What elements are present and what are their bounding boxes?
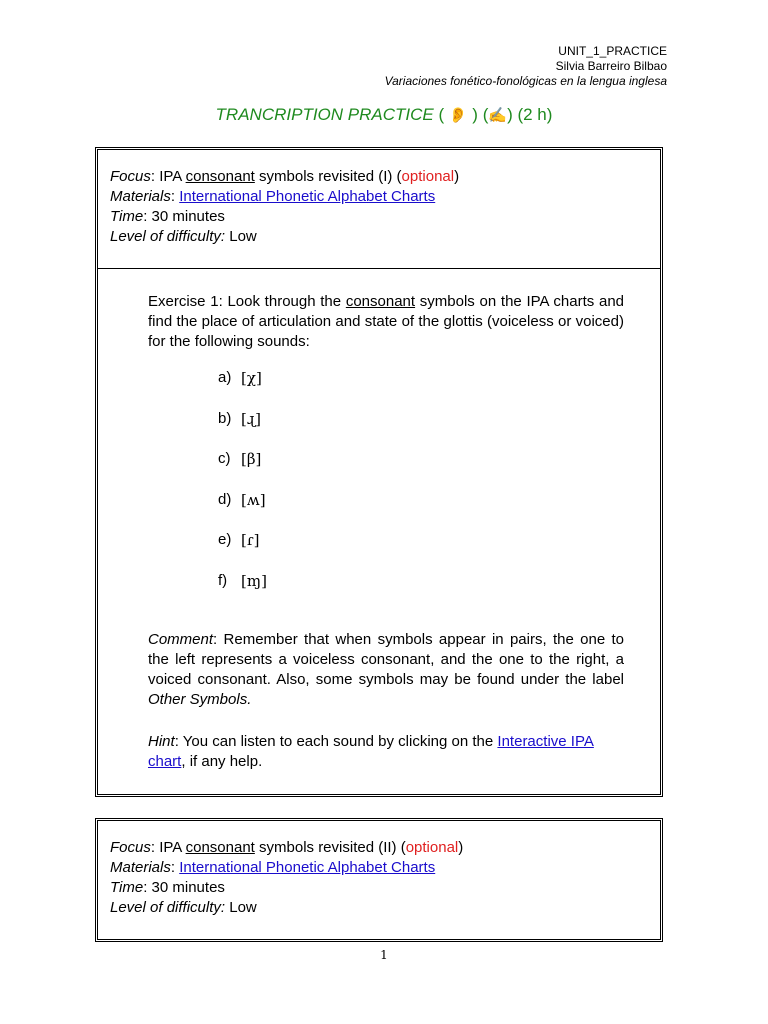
interactive-ipa-chart-link[interactable]: Interactive IPA chart: [148, 733, 594, 770]
sound-list: [218, 369, 267, 612]
ipa-symbol: [ɾ]: [241, 531, 260, 549]
difficulty-line: Level of difficulty: Low: [110, 899, 257, 916]
ipa-symbol: [χ]: [241, 369, 262, 387]
page-title: TRANCRIPTION PRACTICE ( 👂 ) (✍) (2 h): [215, 105, 553, 124]
ipa-charts-link[interactable]: International Phonetic Alphabet Charts: [179, 188, 436, 205]
author-name: Silvia Barreiro Bilbao: [555, 59, 667, 73]
pen-icon: ✍: [488, 107, 508, 124]
exercise-instructions: Exercise 1: Look through the consonant symbols on the IPA charts and find the place of articulation and state of the glottis (voiceless or voiced) for the following sounds:: [148, 293, 624, 350]
ear-icon: 👂: [448, 107, 468, 124]
focus-line: Focus: IPA consonant symbols revisited (I) (optional): [110, 168, 460, 185]
page-number: 1: [380, 948, 388, 962]
materials-line: Materials: International Phonetic Alphabet Charts: [110, 859, 436, 876]
ipa-symbol: [β]: [241, 450, 262, 468]
course-name: Variaciones fonético-fonológicas en la lengua inglesa: [384, 74, 667, 88]
exercise-box-1: [95, 147, 663, 797]
title-duration: (2 h): [517, 105, 553, 124]
unit-label: UNIT_1_PRACTICE: [558, 44, 667, 58]
list-item: b) [ɻ]: [218, 410, 267, 451]
optional-tag: optional: [405, 839, 459, 856]
exercise-box-2: [95, 818, 663, 942]
time-line: Time: 30 minutes: [110, 879, 225, 896]
list-item: a) [χ]: [218, 369, 267, 410]
comment-paragraph: Comment: Remember that when symbols appear in pairs, the one to the left represents a voiceless consonant, and the one to the right, a voiced consonant. Also, some symbols may be found under the label Other Symbols.: [148, 631, 624, 708]
activity-info-2: [98, 821, 660, 918]
focus-line: Focus: IPA consonant symbols revisited (II) (optional): [110, 839, 464, 856]
ipa-symbol: [ɱ]: [241, 571, 267, 590]
title-text: TRANCRIPTION PRACTICE: [215, 105, 434, 124]
ipa-symbol: [ʍ]: [241, 490, 266, 509]
optional-tag: optional: [401, 168, 455, 185]
ipa-charts-link[interactable]: International Phonetic Alphabet Charts: [179, 859, 436, 876]
list-item: f) [ɱ]: [218, 572, 267, 613]
list-item: e) [ɾ]: [218, 531, 267, 572]
list-item: c) [β]: [218, 450, 267, 491]
hint-paragraph: Hint: You can listen to each sound by clicking on the Interactive IPA chart, if any help.: [148, 733, 594, 770]
ipa-symbol: [ɻ]: [241, 409, 261, 428]
time-line: Time: 30 minutes: [110, 208, 225, 225]
activity-info-1: [98, 150, 660, 247]
list-item: d) [ʍ]: [218, 491, 267, 532]
difficulty-line: Level of difficulty: Low: [110, 228, 257, 245]
divider: [98, 268, 660, 269]
page-header: [385, 44, 667, 89]
materials-line: Materials: International Phonetic Alphabet Charts: [110, 188, 436, 205]
